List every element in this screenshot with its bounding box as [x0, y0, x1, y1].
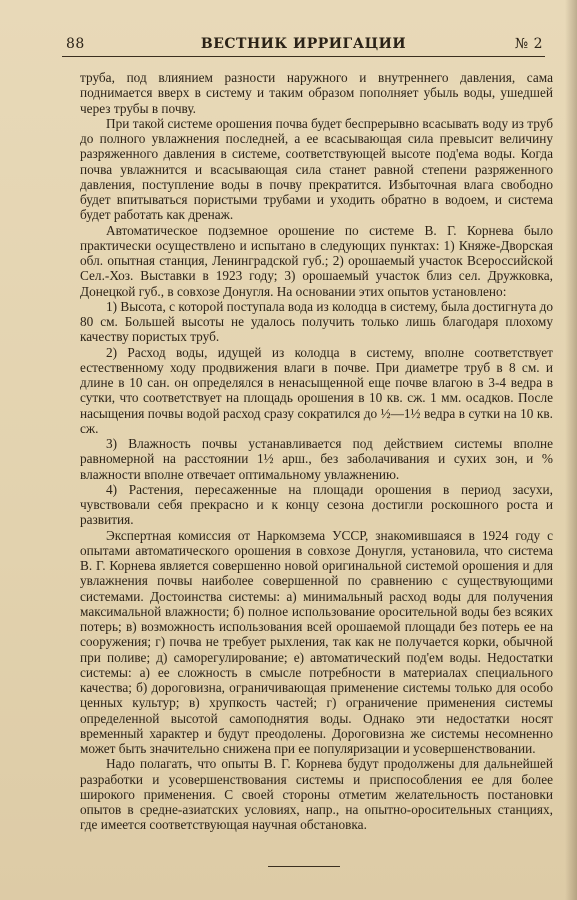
running-header — [62, 36, 545, 57]
paragraph-continuation: труба, под влиянием разности наружного и внутреннего давления, сама поднимается вверх в систему и таким образом пополняет убыль воды, ушедшей через трубы в почву. — [80, 70, 553, 116]
finding-4-plants: 4) Растения, пересаженные на площади орошения в период засухи, чувствовали себя прекрасно и к концу сезона достигли роскошного роста и развития. — [80, 481, 553, 528]
binding-shadow — [565, 0, 577, 900]
paragraph-conclusion: Надо полагать, что опыты В. Г. Корнева будут продолжены для дальнейшей разработки и усовершенствования системы и приспособления ее для более широкого применения. С своей стороны отметим желательность постановки опытов в средне-азиатских условиях, напр., на опытно-оросительных станциях, где имеется соответствующая научная обстановка. — [80, 756, 553, 833]
end-of-article-rule — [268, 866, 340, 867]
paragraph-test-sites: Автоматическое подземное орошение по системе В. Г. Корнева было практически осуществлено и испытано в следующих пунктах: 1) Княже-Дворская обл. опытная станция, Ленинградской губ.; 2) орошаемый участок Всероссийской Сел.-Хоз. Выставки в 1923 году; 3) орошаемый участок близ сел. Дружковка, Донецкой губ., в совхозе Донугля. На основании этих опытов установлено: — [80, 222, 553, 299]
issue-number: № 2 — [514, 36, 543, 52]
finding-1-height: 1) Высота, с которой поступала вода из колодца в систему, была достигнута до 80 см. Большей высоты не удалось получить только лишь благодаря плохому качеству пористых труб. — [80, 298, 553, 345]
finding-2-water-use: 2) Расход воды, идущей из колодца в систему, вполне соответствует естественному ходу продвижения влаги в почве. При диаметре труб в 8 см. и длине в 10 сан. он определялся в ненасыщенной еще почве влагою в 3-4 ведра в сутки, что соответствует на площадь орошения в 10 кв. сж. 1 мм. осадков. После насыщения почвы водой расход сразу сократился до ½—1½ ведра в сутки на 10 кв. сж. — [80, 344, 553, 436]
page-number: 88 — [66, 36, 85, 52]
article-body — [80, 70, 553, 833]
finding-3-moisture: 3) Влажность почвы устанавливается под действием системы вполне равномерной на расстоянии 1½ арш., без заболачивания и сухих зон, и % влажности вполне отвечает оптимальному увлажнению. — [80, 436, 553, 482]
paragraph-suction-principle: При такой системе орошения почва будет беспрерывно всасывать воду из труб до полного увлажнения последней, а ее всасывающая сила превысит величину разряженного давления в системе, соответствующей высоте под'ема воды. Когда почва увлажнится и всасывающая сила станет равной степени разряженного давления, поступление воды в почву прекратится. Избыточная влага свободно будет впитываться пористыми трубами и уходить обратно в водоем, и система будет работать как дренаж. — [80, 115, 553, 223]
journal-title: ВЕСТНИК ИРРИГАЦИИ — [200, 36, 407, 52]
paragraph-expert-commission: Экспертная комиссия от Наркомзема УССР, знакомившаяся в 1924 году с опытами автоматического орошения в совхозе Донугля, установила, что система В. Г. Корнева является совершенно новой оригинальной системой орошения и для увлажнения почвы наиболее совершенной по сравнению с существующими системами. Достоинства системы: а) минимальный расход воды для получения максимальной влажности; б) полное использование оросительной воды без всяких потерь; в) возможность использования всей орошаемой площади без потерь ее на сооружения; г) почва не требует рыхления, так как не получается корки, обычной при поливе; д) саморегулирование; е) автоматический под'ем воды. Недостатки системы: а) ее сложность в смысле потребности в материалах специального качества; б) дороговизна, ограничивающая применение системы только для особо ценных культур; в) хрупкость частей; г) ограничение применения системы определенной высотой самоподнятия воды. Однако эти недостатки носят временный характер и будут преодолены. Дороговизна же системы несомненно может быть значительно снижена при ее популяризации и усовершенствовании. — [80, 527, 553, 756]
